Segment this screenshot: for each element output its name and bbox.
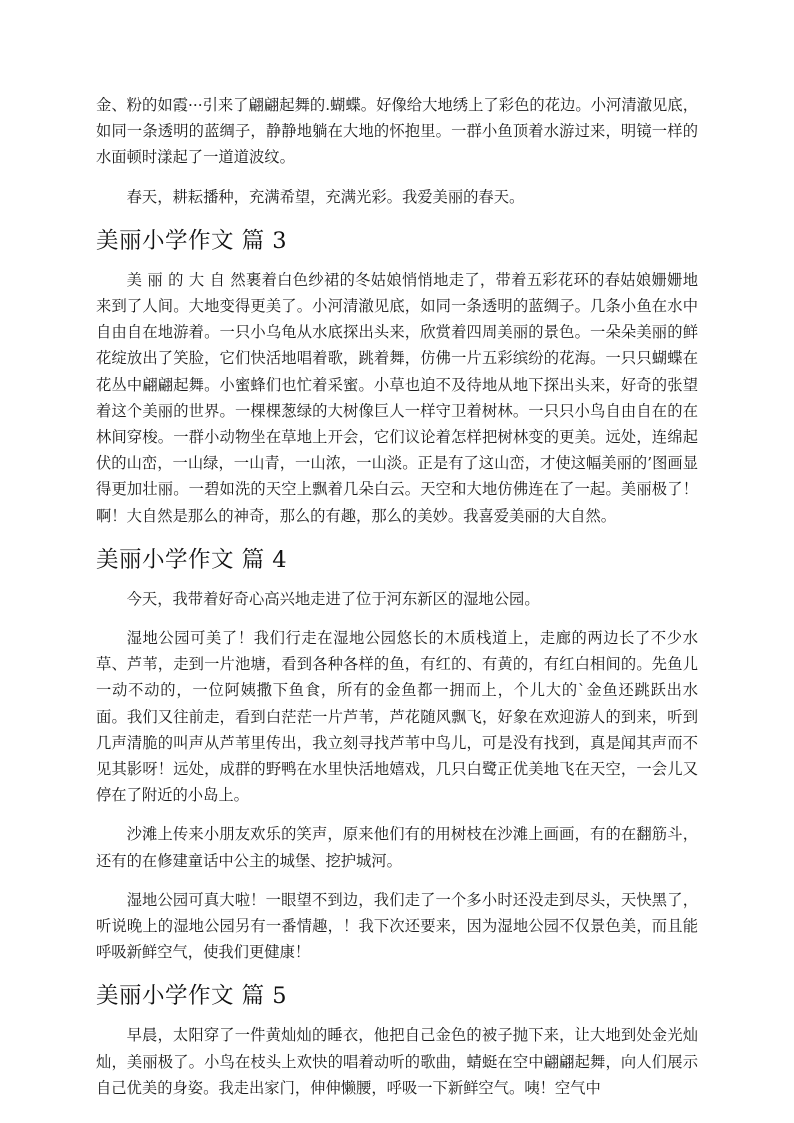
paragraph: 湿地公园可真大啦！一眼望不到边，我们走了一个多小时还没走到尽头，天快黑了，听说晚上的湿地公园另有一番情趣，！我下次还要来，因为湿地公园不仅景色美，而且能呼吸新鲜空气，使我们更健康！ (96, 890, 698, 962)
paragraph: 沙滩上传来小朋友欢乐的笑声，原来他们有的用树枝在沙滩上画画，有的在翻筋斗，还有的在修建童话中公主的城堡、挖护城河。 (96, 825, 698, 870)
section-heading: 美丽小学作文 篇 5 (96, 983, 288, 1010)
paragraph: 春天，耕耘播种，充满希望，充满光彩。我爱美丽的春天。 (126, 187, 525, 206)
paragraph: 早晨，太阳穿了一件黄灿灿的睡衣，他把自己金色的被子抛下来，让大地到处金光灿灿，美丽极了。小鸟在枝头上欢快的唱着动听的歌曲，蜻蜓在空中翩翩起舞，向人们展示自己优美的身姿。我走出家门，伸伸懒腰，呼吸一下新鲜空气。咦！空气中 (96, 1026, 698, 1097)
paragraph: 今天，我带着好奇心高兴地走进了位于河东新区的湿地公园。 (126, 589, 540, 608)
section-heading: 美丽小学作文 篇 3 (96, 227, 288, 254)
paragraph: 金、粉的如霞···引来了翩翩起舞的.蝴蝶。好像给大地绣上了彩色的花边。小河清澈见底，如同一条透明的蓝绸子，静静地躺在大地的怀抱里。一群小鱼顶着水游过来，明镜一样的水面顿时漾起了一道道波纹。 (96, 96, 698, 167)
paragraph: 美 丽 的 大 自 然裹着白色纱裙的冬姑娘悄悄地走了，带着五彩花环的春姑娘姗姗地来到了人间。大地变得更美了。小河清澈见底，如同一条透明的蓝绸子。几条小鱼在水中自由自在地游着。一只小乌龟从水底探出头来，欣赏着四周美丽的景色。一朵朵美丽的鲜花绽放出了笑脸，它们快活地唱着歌，跳着舞，仿佛一片五彩缤纷的花海。一只只蝴蝶在花丛中翩翩起舞。小蜜蜂们也忙着采蜜。小草也迫不及待地从地下探出头来，好奇的张望着这个美丽的世界。一棵棵葱绿的大树像巨人一样守卫着树林。一只只小鸟自由自在的在林间穿梭。一群小动物坐在草地上开会，它们议论着怎样把树林变的更美。远处，连绵起伏的山峦，一山绿，一山青，一山浓，一山淡。正是有了这山峦，才使这幅美丽的’图画显得更加壮丽。一碧如洗的天空上飘着几朵白云。天空和大地仿佛连在了一起。美丽极了！啊！大自然是那么的神奇，那么的有趣，那么的美妙。我喜爱美丽的大自然。 (96, 270, 698, 525)
section-heading: 美丽小学作文 篇 4 (96, 546, 288, 573)
paragraph: 湿地公园可美了！我们行走在湿地公园悠长的木质栈道上，走廊的两边长了不少水草、芦苇，走到一片池塘，看到各种各样的鱼，有红的、有黄的，有红白相间的。先鱼儿一动不动的，一位阿姨撒下鱼食，所有的金鱼都一拥而上，个儿大的`金鱼还跳跃出水面。我们又往前走，看到白茫茫一片芦苇，芦花随风飘飞，好象在欢迎游人的到来，听到几声清脆的叫声从芦苇里传出，我立刻寻找芦苇中鸟儿，可是没有找到，真是闻其声而不见其影呀！远处，成群的野鸭在水里快活地嬉戏，几只白鹭正优美地飞在天空，一会儿又停在了附近的小岛上。 (96, 629, 698, 805)
